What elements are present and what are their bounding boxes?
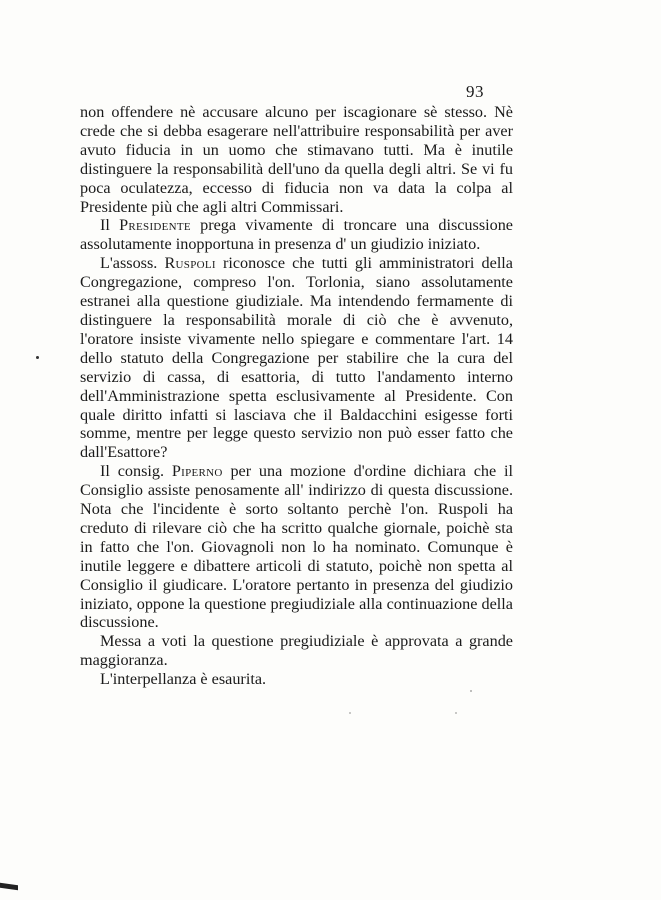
speaker-name: Presidente	[119, 216, 191, 235]
paragraph-text: non offendere nè accusare alcuno per iscagionare sè stesso. Nè crede che si debba esagerare nell'attribuire responsabilità per aver avuto fiducia in un uomo che stimavano tutti. Ma è inutile distinguere la responsabilità dell'uno da quella degli altri. Se vi fu poca oculatezza, eccesso di fiducia non va data la colpa al Presidente più che agli altri Commissari.	[80, 103, 513, 216]
paragraph-text: riconosce che tutti gli amministratori della Congregazione, compreso l'on. Torlonia, siano assolutamente estranei alla questione giudiziale. Ma intendendo fermamente di distinguere la responsabilità morale di ciò che è avvenuto, l'oratore insiste vivamente nello spiegare e commentare l'art. 14 dello statuto della Congregazione per stabilire che la cura del servizio di cassa, di esattoria, di tutto l'andamento interno dell'Amministrazione spetta esclusivamente al Presidente. Con quale diritto infatti si lasciava che il Baldacchini esigesse forti somme, mentre per legge questo servizio non può esser fatto che dall'Esattore?	[80, 254, 513, 462]
paragraph-4	[80, 462, 513, 632]
page-number: 93	[466, 82, 484, 101]
paragraph-text: L'interpellanza è esaurita.	[100, 670, 267, 689]
speaker-name: Piperno	[171, 462, 223, 481]
scan-speck	[470, 690, 472, 692]
paragraph-1	[80, 103, 513, 216]
body-text	[80, 103, 513, 689]
scan-speck	[349, 712, 351, 714]
paragraph-text: Il consig.	[100, 462, 172, 481]
paragraph-3	[80, 254, 513, 462]
scan-speck	[36, 356, 39, 359]
paragraph-6	[80, 670, 513, 689]
scan-speck	[455, 712, 457, 714]
paragraph-text: prega vivamente di troncare una discussione assolutamente inopportuna in presenza d' un giudizio iniziato.	[80, 216, 513, 254]
paragraph-text: L'assoss.	[100, 254, 165, 273]
paragraph-text: Il	[100, 216, 120, 235]
speaker-name: Ruspoli	[164, 254, 216, 273]
scan-edge-mark	[0, 883, 18, 891]
paragraph-2	[80, 216, 513, 254]
paragraph-text: per una mozione d'ordine dichiara che il Consiglio assiste penosamente all' indirizzo di questa discussione. Nota che l'incidente è sorto soltanto perchè l'on. Ruspoli ha creduto di rilevare ciò che ha scritto qualche giornale, poichè sta in fatto che l'on. Giovagnoli non lo ha nominato. Comunque è inutile leggere e dibattere articoli di statuto, poichè non spetta al Consiglio il giudicare. L'oratore pertanto in presenza del giudizio iniziato, oppone la questione pregiudiziale alla continuazione della discussione.	[80, 462, 513, 632]
paragraph-text: Messa a voti la questione pregiudiziale è approvata a grande maggioranza.	[80, 632, 513, 670]
paragraph-5	[80, 632, 513, 670]
